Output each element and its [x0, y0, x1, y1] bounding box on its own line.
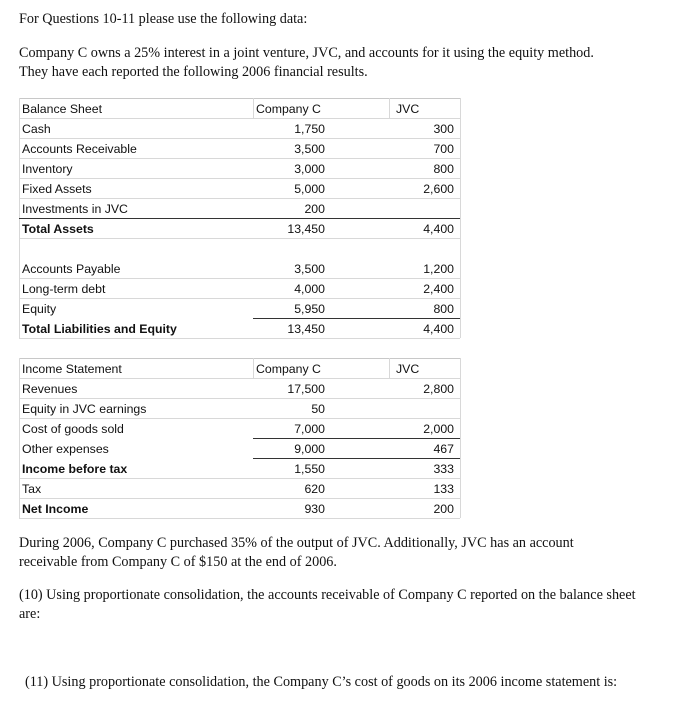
company-value: 9,000: [294, 442, 325, 456]
jvc-value: 2,400: [423, 282, 454, 296]
company-value: 5,950: [294, 302, 325, 316]
grid-line: [19, 178, 460, 179]
company-value: 50: [311, 402, 325, 416]
jvc-value: 2,600: [423, 182, 454, 196]
grid-line: [19, 298, 460, 299]
jvc-value: 467: [433, 442, 454, 456]
income-before-tax-row: [19, 459, 460, 479]
company-value: 17,500: [287, 382, 325, 396]
row-label: Cost of goods sold: [22, 422, 124, 436]
grid-line: [389, 98, 390, 118]
row-label: Accounts Payable: [22, 262, 121, 276]
row-spacer: [19, 239, 460, 259]
jvc-value: 800: [433, 162, 454, 176]
company-value: 200: [304, 202, 325, 216]
description-line-1: Company C owns a 25% interest in a joint venture, JVC, and accounts for it using the equity method.: [19, 45, 594, 61]
grid-line: [253, 98, 254, 118]
grid-line: [19, 478, 460, 479]
row-label: Long-term debt: [22, 282, 106, 296]
table-row: [19, 439, 460, 459]
company-value: 1,750: [294, 122, 325, 136]
intro-text: For Questions 10-11 please use the following data:: [19, 11, 308, 27]
row-label: Equity in JVC earnings: [22, 402, 147, 416]
table-row: [19, 259, 460, 279]
company-value: 3,500: [294, 142, 325, 156]
grid-line: [460, 358, 461, 518]
jvc-value: 2,000: [423, 422, 454, 436]
balance-sheet-header: [19, 99, 460, 119]
note-line-2: receivable from Company C of $150 at the end of 2006.: [19, 554, 337, 570]
company-value: 13,450: [287, 222, 325, 236]
grid-line: [19, 518, 460, 519]
company-value: 7,000: [294, 422, 325, 436]
company-value: 620: [304, 482, 325, 496]
jvc-value: 300: [433, 122, 454, 136]
jvc-value: 333: [433, 462, 454, 476]
grid-line: [19, 378, 460, 379]
table-row: [19, 279, 460, 299]
jvc-value: 1,200: [423, 262, 454, 276]
question-10: (10) Using proportionate consolidation, the accounts receivable of Company C reported on the balance sheet are:: [19, 587, 636, 622]
grid-line: [19, 158, 460, 159]
grid-line: [389, 358, 390, 378]
table-row: [19, 379, 460, 399]
total-underline: [253, 438, 460, 439]
question-11: (11) Using proportionate consolidation, the Company C’s cost of goods on its 2006 income statement is:: [25, 674, 618, 690]
header-label: Income Statement: [22, 362, 122, 376]
total-underline: [253, 458, 460, 459]
company-value: 1,550: [294, 462, 325, 476]
grid-line: [460, 98, 461, 338]
note-text: [19, 534, 574, 572]
grid-line: [19, 338, 460, 339]
grid-line: [19, 358, 20, 518]
header-company: Company C: [256, 362, 321, 376]
table-row: [19, 299, 460, 319]
table-row: [19, 199, 460, 219]
row-label: Cash: [22, 122, 51, 136]
jvc-value: 700: [433, 142, 454, 156]
company-value: 3,500: [294, 262, 325, 276]
grid-line: [19, 498, 460, 499]
grid-line: [19, 418, 460, 419]
row-label: Income before tax: [22, 462, 128, 476]
company-value: 13,450: [287, 322, 325, 336]
table-row: [19, 479, 460, 499]
row-label: Investments in JVC: [22, 202, 128, 216]
row-label: Inventory: [22, 162, 73, 176]
description-text: [19, 44, 594, 82]
total-underline: [253, 318, 460, 319]
header-jvc: JVC: [396, 362, 420, 376]
jvc-value: 800: [433, 302, 454, 316]
grid-line: [19, 398, 460, 399]
row-label: Equity: [22, 302, 57, 316]
total-assets-row: [19, 219, 460, 239]
row-label: Accounts Receivable: [22, 142, 137, 156]
table-row: [19, 119, 460, 139]
row-label: Total Liabilities and Equity: [22, 322, 177, 336]
table-row: [19, 139, 460, 159]
total-underline: [19, 218, 460, 219]
description-line-2: They have each reported the following 2006 financial results.: [19, 64, 368, 80]
header-label: Balance Sheet: [22, 102, 102, 116]
company-value: 5,000: [294, 182, 325, 196]
company-value: 930: [304, 502, 325, 516]
company-value: 3,000: [294, 162, 325, 176]
grid-line: [19, 278, 460, 279]
header-company: Company C: [256, 102, 321, 116]
grid-line: [253, 358, 254, 378]
header-jvc: JVC: [396, 102, 420, 116]
net-income-row: [19, 499, 460, 519]
jvc-value: 2,800: [423, 382, 454, 396]
row-label: Other expenses: [22, 442, 109, 456]
table-row: [19, 419, 460, 439]
table-row: [19, 159, 460, 179]
row-label: Fixed Assets: [22, 182, 92, 196]
row-label: Tax: [22, 482, 42, 496]
jvc-value: 133: [433, 482, 454, 496]
grid-line: [19, 198, 460, 199]
note-line-1: During 2006, Company C purchased 35% of the output of JVC. Additionally, JVC has an account: [19, 535, 574, 551]
grid-line: [19, 238, 460, 239]
row-label: Net Income: [22, 502, 89, 516]
grid-line: [19, 118, 460, 119]
table-row: [19, 399, 460, 419]
income-statement-header: [19, 359, 460, 379]
jvc-value: 4,400: [423, 322, 454, 336]
company-value: 4,000: [294, 282, 325, 296]
jvc-value: 200: [433, 502, 454, 516]
grid-line: [19, 138, 460, 139]
total-liabilities-row: [19, 319, 460, 339]
table-row: [19, 179, 460, 199]
row-label: Total Assets: [22, 222, 94, 236]
row-label: Revenues: [22, 382, 78, 396]
jvc-value: 4,400: [423, 222, 454, 236]
